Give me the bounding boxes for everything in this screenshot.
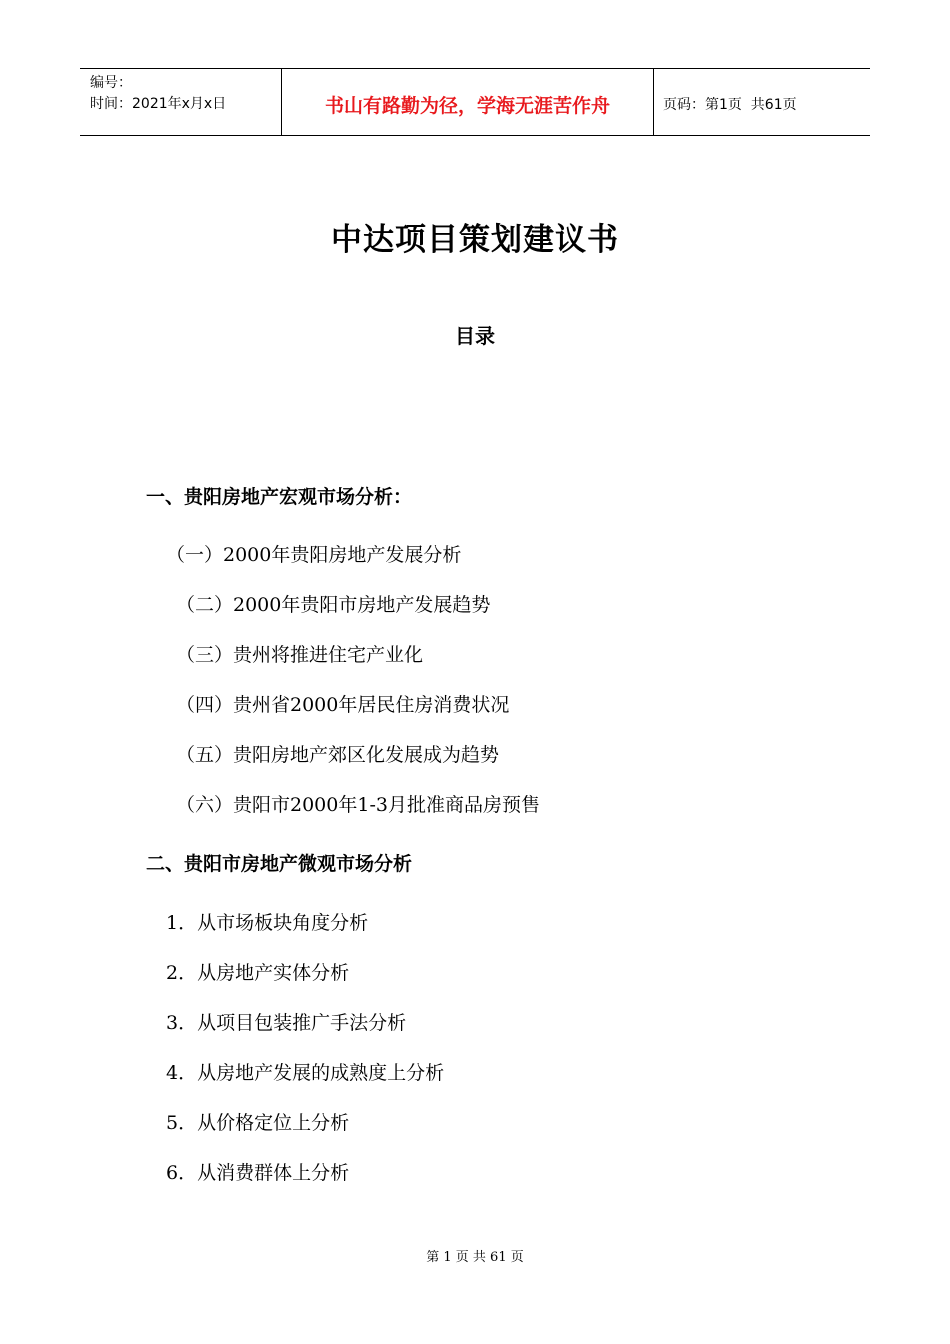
document-number-label: 编号： [90, 75, 132, 91]
toc-item: （五）贵阳房地产郊区化发展成为趋势 [176, 744, 500, 766]
header-motto-cell [281, 69, 654, 135]
section-title-macro: 一、贵阳房地产宏观市场分析： [146, 486, 413, 508]
toc-item: （六）贵阳市2000年1-3月批准商品房预售 [176, 794, 540, 816]
header-meta-cell [80, 69, 281, 135]
header-page-info: 页码：第1页 共61页 [663, 97, 797, 113]
toc-item: 4．从房地产发展的成熟度上分析 [166, 1062, 445, 1084]
toc-heading: 目录 [455, 324, 495, 348]
header-page-cell [654, 69, 870, 135]
page-header [80, 68, 870, 136]
header-motto: 书山有路勤为径，学海无涯苦作舟 [324, 94, 610, 117]
toc-item: （二）2000年贵阳市房地产发展趋势 [176, 594, 491, 616]
toc-item: 3．从项目包装推广手法分析 [166, 1012, 407, 1034]
page-footer: 第 1 页 共 61 页 [426, 1250, 524, 1265]
section-title-micro: 二、贵阳市房地产微观市场分析 [146, 853, 413, 875]
toc-item: 6．从消费群体上分析 [166, 1162, 350, 1184]
toc-item: 5．从价格定位上分析 [166, 1112, 350, 1134]
toc-item: （一）2000年贵阳房地产发展分析 [166, 544, 462, 566]
document-title: 中达项目策划建议书 [331, 222, 619, 258]
toc-item: （三）贵州将推进住宅产业化 [176, 644, 424, 666]
toc-item: 1．从市场板块角度分析 [166, 912, 369, 934]
toc-item: 2．从房地产实体分析 [166, 962, 350, 984]
document-date-label: 时间：2021年x月x日 [90, 96, 227, 112]
toc-item: （四）贵州省2000年居民住房消费状况 [176, 694, 510, 716]
